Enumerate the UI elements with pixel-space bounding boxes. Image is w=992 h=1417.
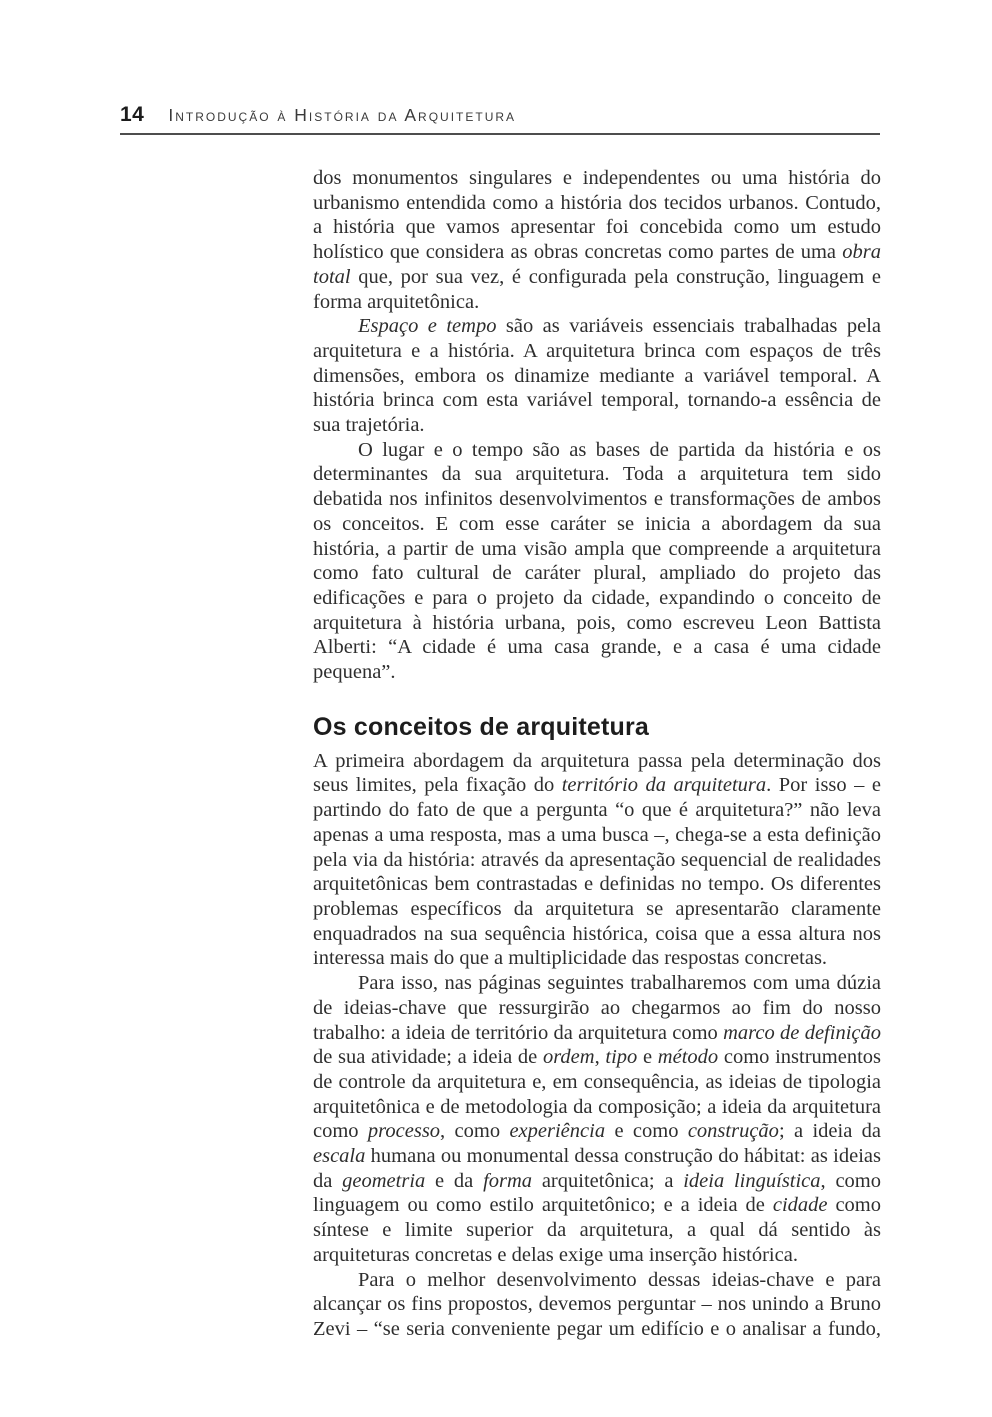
body-paragraph: Para o melhor desenvolvimento dessas ideias-chave e para alcançar os fins propostos, devemos perguntar – nos unindo a Bruno Zevi – “se seria conveniente pegar um edifício e o analisar a fundo, [313,1268,881,1340]
body-paragraph: Espaço e tempo são as variáveis essenciais trabalhadas pela arquitetura e a história. A arquitetura brinca com espaços de três dimensões, embora os dinamize mediante a variável temporal. A história brinca com esta variável temporal, tornando-a essência de sua trajetória. [313,315,881,437]
page-number: 14 [120,103,145,126]
page-header [120,103,880,135]
body-paragraph: dos monumentos singulares e independentes ou uma história do urbanismo entendida como a história dos tecidos urbanos. Contudo, a história que vamos apresentar foi concebida como um estudo holístico que considera as obras concretas como partes de uma obra total que, por sua vez, é configurada pela construção, linguagem e forma arquitetônica. [313,167,881,313]
text-block [313,166,881,1342]
body-paragraph: O lugar e o tempo são as bases de partida da história e os determinantes da sua arquitetura. Toda a arquitetura tem sido debatida nos infinitos desenvolvimentos e transformações de ambos os conceitos. E com esse caráter se inicia a abordagem da sua história, a partir de uma visão ampla que compreende a arquitetura como fato cultural de caráter plural, ampliado do projeto das edificações e para o projeto da cidade, expandindo o conceito de arquitetura à história urbana, pois, como escreveu Leon Battista Alberti: “A cidade é uma casa grande, e a casa é uma cidade pequena”. [313,438,881,684]
running-title: Introdução à História da Arquitetura [168,105,517,125]
section-heading: Os conceitos de arquitetura [313,712,650,741]
body-paragraph: Para isso, nas páginas seguintes trabalharemos com uma dúzia de ideias-chave que ressurgirão ao chegarmos ao fim do nosso trabalho: a ideia de território da arquitetura como marco de definição de sua atividade; a ideia de ordem, tipo e método como instrumentos de controle da arquitetura e, em consequência, as ideias de tipologia arquitetônica e de metodologia da composição; a ideia da arquitetura como processo, como experiência e como construção; a ideia da escala humana ou monumental dessa construção do hábitat: as ideias da geometria e da forma arquitetônica; a ideia linguística, como linguagem ou como estilo arquitetônico; e a ideia de cidade como síntese e limite superior da arquitetura, a qual dá sentido às arquiteturas concretas e delas exige uma inserção histórica. [313,972,882,1266]
body-paragraph: A primeira abordagem da arquitetura passa pela determinação dos seus limites, pela fixação do território da arquitetura. Por isso – e partindo do fato de que a pergunta “o que é arquitetura?” não leva apenas a uma resposta, mas a uma busca –, chega-se a esta definição pela via da história: através da apresentação sequencial de realidades arquitetônicas bem contrastadas e definidas no tempo. Os diferentes problemas específicos da arquitetura se apresentarão claramente enquadrados na sua sequência histórica, coisa que a essa altura nos interessa mais do que a multiplicidade das respostas concretas. [313,749,882,970]
